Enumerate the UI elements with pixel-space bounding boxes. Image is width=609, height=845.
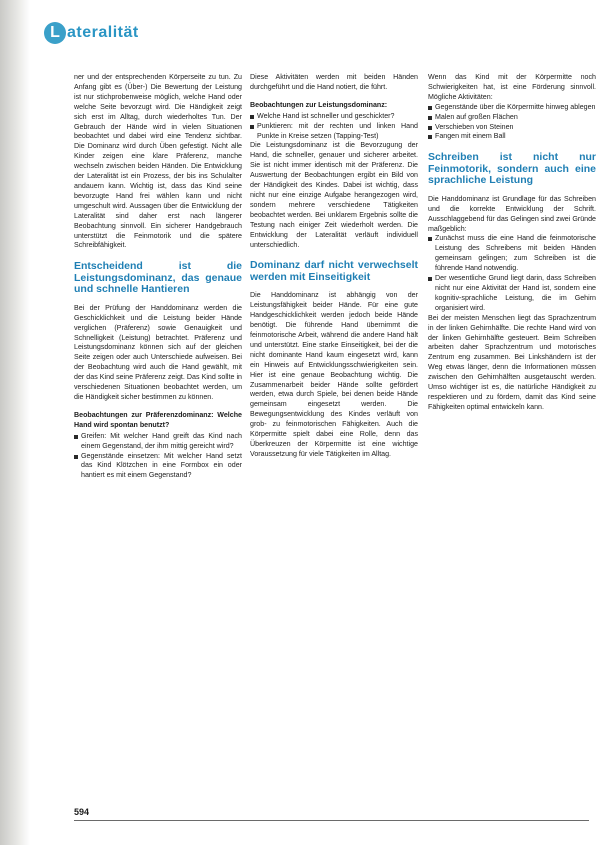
paragraph: Bei der meisten Menschen liegt das Sprachzentrum in der linken Gehirnhälfte. Die rechte Hand wird von der linken Gehirnhälfte gesteuert. Beim Schreiben arbeiten daher Sprachzentrum und motorisches Zentrum eng zusammen. Bei Linkshändern ist der Weg etwas länger, denn die Informationen müssen zwischen den Gehirnhälften ausgetauscht werden. Umso wichtiger ist es, die natürliche Händigkeit zu respektieren und zu fördern, damit das Kind seine Fähigkeiten optimal entwickeln kann. — [428, 313, 596, 411]
footer-divider — [74, 820, 589, 821]
list-item: Punktieren: mit der rechten und linken Hand Punkte in Kreise setzen (Tapping-Test) — [250, 122, 418, 142]
bullet-list — [428, 234, 596, 313]
paragraph: Diese Aktivitäten werden mit beiden Händen durchgeführt und die Hand notiert, die führt. — [250, 73, 418, 91]
column-2 — [250, 73, 418, 460]
list-item: Der wesentliche Grund liegt darin, dass Schreiben nicht nur eine Aktivität der Hand ist, sondern eine kognitiv-sprachliche Leistung, die im Gehirn organisiert wird. — [428, 274, 596, 314]
list-item: Fangen mit einem Ball — [428, 132, 596, 142]
paragraph: Die Handdominanz ist abhängig von der Leistungsfähigkeit beider Hände. Für eine gute Handgeschicklichkeit werden jedoch beide Hände benötigt. Die führende Hand übernimmt die feinmotorische Arbeit, während die andere Hand hält und unterstützt. Eine starke Einseitigkeit, bei der die nicht dominante Hand kaum eingesetzt wird, kann ein Hinweis auf Entwicklungsschwierigkeiten sein. Hier ist eine genaue Beobachtung wichtig. Die Zusammenarbeit beider Hände sollte gefördert werden, etwa durch Spiele, bei denen beide Hände gemeinsam eingesetzt werden. Die Bewegungsentwicklung des Kindes verläuft von grob- zu feinmotorischen Fähigkeiten. Auch die Körpermitte spielt dabei eine Rolle, denn das Überkreuzen der Körpermitte ist eine wichtige Voraussetzung für viele Tätigkeiten im Alltag. — [250, 291, 418, 458]
list-item: Gegenstände über die Körpermitte hinweg ablegen — [428, 103, 596, 113]
list-item: Greifen: Mit welcher Hand greift das Kind nach einem Gegenstand, der ihm mittig gereicht wird? — [74, 432, 242, 452]
section-logo-icon: L — [44, 22, 66, 44]
subheading: Entscheidend ist die Leistungsdominanz, das genaue und schnelle Hantieren — [74, 260, 242, 296]
bullet-list — [428, 103, 596, 143]
section-title: ateralität — [67, 24, 139, 41]
bullet-list — [250, 112, 418, 142]
subheading: Schreiben ist nicht nur Feinmotorik, sondern auch eine sprachliche Leistung — [428, 151, 596, 187]
paragraph: Wenn das Kind mit der Körpermitte noch Schwierigkeiten hat, ist eine Förderung sinnvoll. Mögliche Aktivitäten: — [428, 73, 596, 101]
paragraph: Die Handdominanz ist Grundlage für das Schreiben und die korrekte Entwicklung der Schrift. Ausschlaggebend für das Gelingen sind zwei Gründe maßgeblich: — [428, 194, 596, 233]
subheading: Dominanz darf nicht verwechselt werden mit Einseitigkeit — [250, 259, 418, 283]
list-item: Malen auf großen Flächen — [428, 113, 596, 123]
list-item: Gegenstände einsetzen: Mit welcher Hand setzt das Kind Klötzchen in eine Formbox ein oder hantiert es mit einem Gegenstand? — [74, 452, 242, 482]
paragraph: Bei der Prüfung der Handdominanz werden die Geschicklichkeit und die Leistung beider Hände verglichen (Präferenz) sowie Genauigkeit und Schnelligkeit (Leistung) betrachtet. Präferenz und Leistungsdominanz können sich auf der gleichen Seite zeigen oder auch Unterschiede aufweisen. Bei der Beobachtung wird auch die Hand gewählt, mit der das Kind seine Präferenz zeigt. Das Kind sollte in verschiedenen Situationen beobachtet werden, um die Händigkeit sicher bestimmen zu können. — [74, 303, 242, 401]
paragraph: ner und der entsprechenden Körperseite zu tun. Zu Anfang gibt es (Über-) Die Bewertung der Leistung ist nur stichprobenweise möglich, welche Hand oder welche Seite bevorzugt wird. Die Händigkeit zeigt sich erst im Alltag, durch wiederholtes Tun. Der Gebrauch der Hände wird in vielen Situationen beobachtet und dabei wird eine Tendenz sichtbar. Die Dominanz wird durch Üben gefestigt. Nicht alle Kinder zeigen eine klare Präferenz, manche wechseln zwischen beiden Händen. Die Entwicklung der Lateralität ist ein Prozess, der bis ins Schulalter andauern kann. Wichtig ist, dass das Kind seine bevorzugte Hand frei wählen kann und nicht umgeschult wird. Aussagen über die Entwicklung der Lateralität sind daher erst nach längerer Beobachtung sinnvoll. Ein sicherer Handgebrauch unterstützt die Feinmotorik und die spätere Schreibfähigkeit. — [74, 73, 242, 250]
list-item: Zunächst muss die eine Hand die feinmotorische Leistung des Schreibens mit beiden Händen gemeinsam gelingen; zum Schreiben ist die führende Hand notwendig. — [428, 234, 596, 274]
paragraph: Die Leistungsdominanz ist die Bevorzugung der Hand, die schneller, genauer und sicherer arbeitet. Sie ist nicht immer identisch mit der Präferenz. Die Auswertung der Beobachtungen ergibt ein Bild von der Händigkeit des Kindes. Dabei ist wichtig, dass nicht nur eine einzige Aufgabe herangezogen wird, sondern mehrere verschiedene Tätigkeiten beobachtet werden. Bei unklarem Ergebnis sollte die Testung nach einiger Zeit wiederholt werden. Die Entwicklung der Lateralität verläuft individuell unterschiedlich. — [250, 141, 418, 249]
list-item: Verschieben von Steinen — [428, 123, 596, 133]
section-header — [44, 18, 139, 48]
page-number: 594 — [74, 807, 90, 817]
bullet-list — [74, 432, 242, 482]
column-1 — [74, 73, 242, 481]
bold-heading: Beobachtungen zur Leistungsdominanz: — [250, 100, 388, 109]
list-item: Welche Hand ist schneller und geschickter? — [250, 112, 418, 122]
column-3 — [428, 73, 596, 413]
bold-heading: Beobachtungen zur Präferenzdominanz: Welche Hand wird spontan benutzt? — [74, 410, 242, 429]
